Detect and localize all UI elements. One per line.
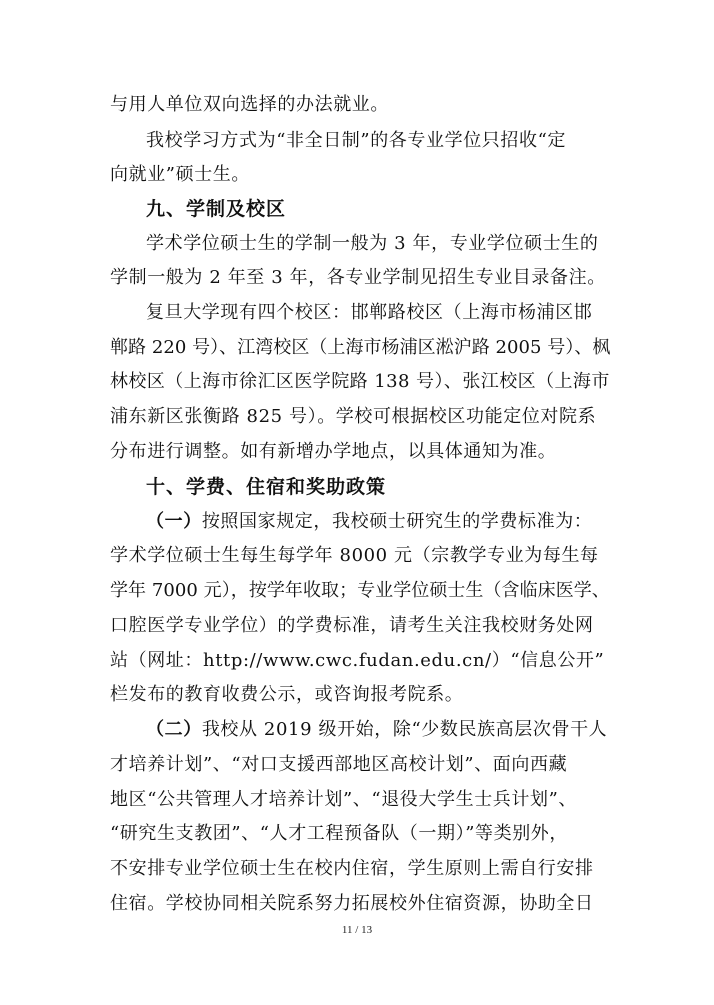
paragraph-line: 郸路 220 号）、江湾校区（上海市杨浦区淞沪路 2005 号）、枫 [110,337,611,358]
item-marker-2: （二） [146,719,202,740]
paragraph-line [146,510,610,534]
section-heading-9: 九、学制及校区 [146,198,287,220]
paragraph-line: 分布进行调整。如有新增办学地点，以具体通知为准。 [110,441,557,462]
paragraph-line: 学制一般为 2 年至 3 年，各专业学制见招生专业目录备注。 [110,267,606,288]
paragraph-line: 学年 7000 元），按学年收取；专业学位硕士生（含临床医学、 [110,580,610,601]
paragraph-line: 才培养计划”、“对口支援西部地区高校计划”、面向西藏 [110,754,568,775]
paragraph-text: 我校从 2019 级开始，除“少数民族高层次骨干人 [201,719,608,740]
page-number: 11 / 13 [341,924,373,936]
paragraph-line: 不安排专业学位硕士生在校内住宿，学生原则上需自行安排 [110,858,594,879]
paragraph-line: 学术学位硕士生每生每学年 8000 元（宗教学专业为每生每 [110,545,599,566]
paragraph-line: 学术学位硕士生的学制一般为 3 年，专业学位硕士生的 [146,233,599,254]
paragraph-line: 林校区（上海市徐汇区医学院路 138 号）、张江校区（上海市 [110,371,610,392]
paragraph-line: “研究生支教团”、“人才工程预备队（一期）”等类别外， [110,823,569,844]
paragraph-line: 地区“公共管理人才培养计划”、“退役大学生士兵计划”、 [110,789,578,810]
section-heading-10: 十、学费、住宿和奖助政策 [146,476,387,498]
paragraph-line: 与用人单位双向选择的办法就业。 [110,94,389,115]
paragraph-line: 住宿。学校协同相关院系努力拓展校外住宿资源，协助全日 [110,893,594,914]
paragraph-line: 我校学习方式为“非全日制”的各专业学位只招收“定 [146,130,567,151]
paragraph-line: 向就业”硕士生。 [110,164,251,185]
paragraph-text: 按照国家规定，我校硕士研究生的学费标准为： [201,511,593,532]
paragraph-line: 复旦大学现有四个校区：邯郸路校区（上海市杨浦区邯 [146,302,593,323]
paragraph-line [146,718,610,742]
paragraph-line: 站（网址：http://www.cwc.fudan.edu.cn/）“信息公开” [110,650,605,671]
paragraph-line: 口腔医学专业学位）的学费标准，请考生关注我校财务处网 [110,615,594,636]
paragraph-line: 浦东新区张衡路 825 号）。学校可根据校区功能定位对院系 [110,406,597,427]
item-marker-1: （一） [146,511,202,532]
paragraph-line: 栏发布的教育收费公示，或咨询报考院系。 [110,684,464,705]
